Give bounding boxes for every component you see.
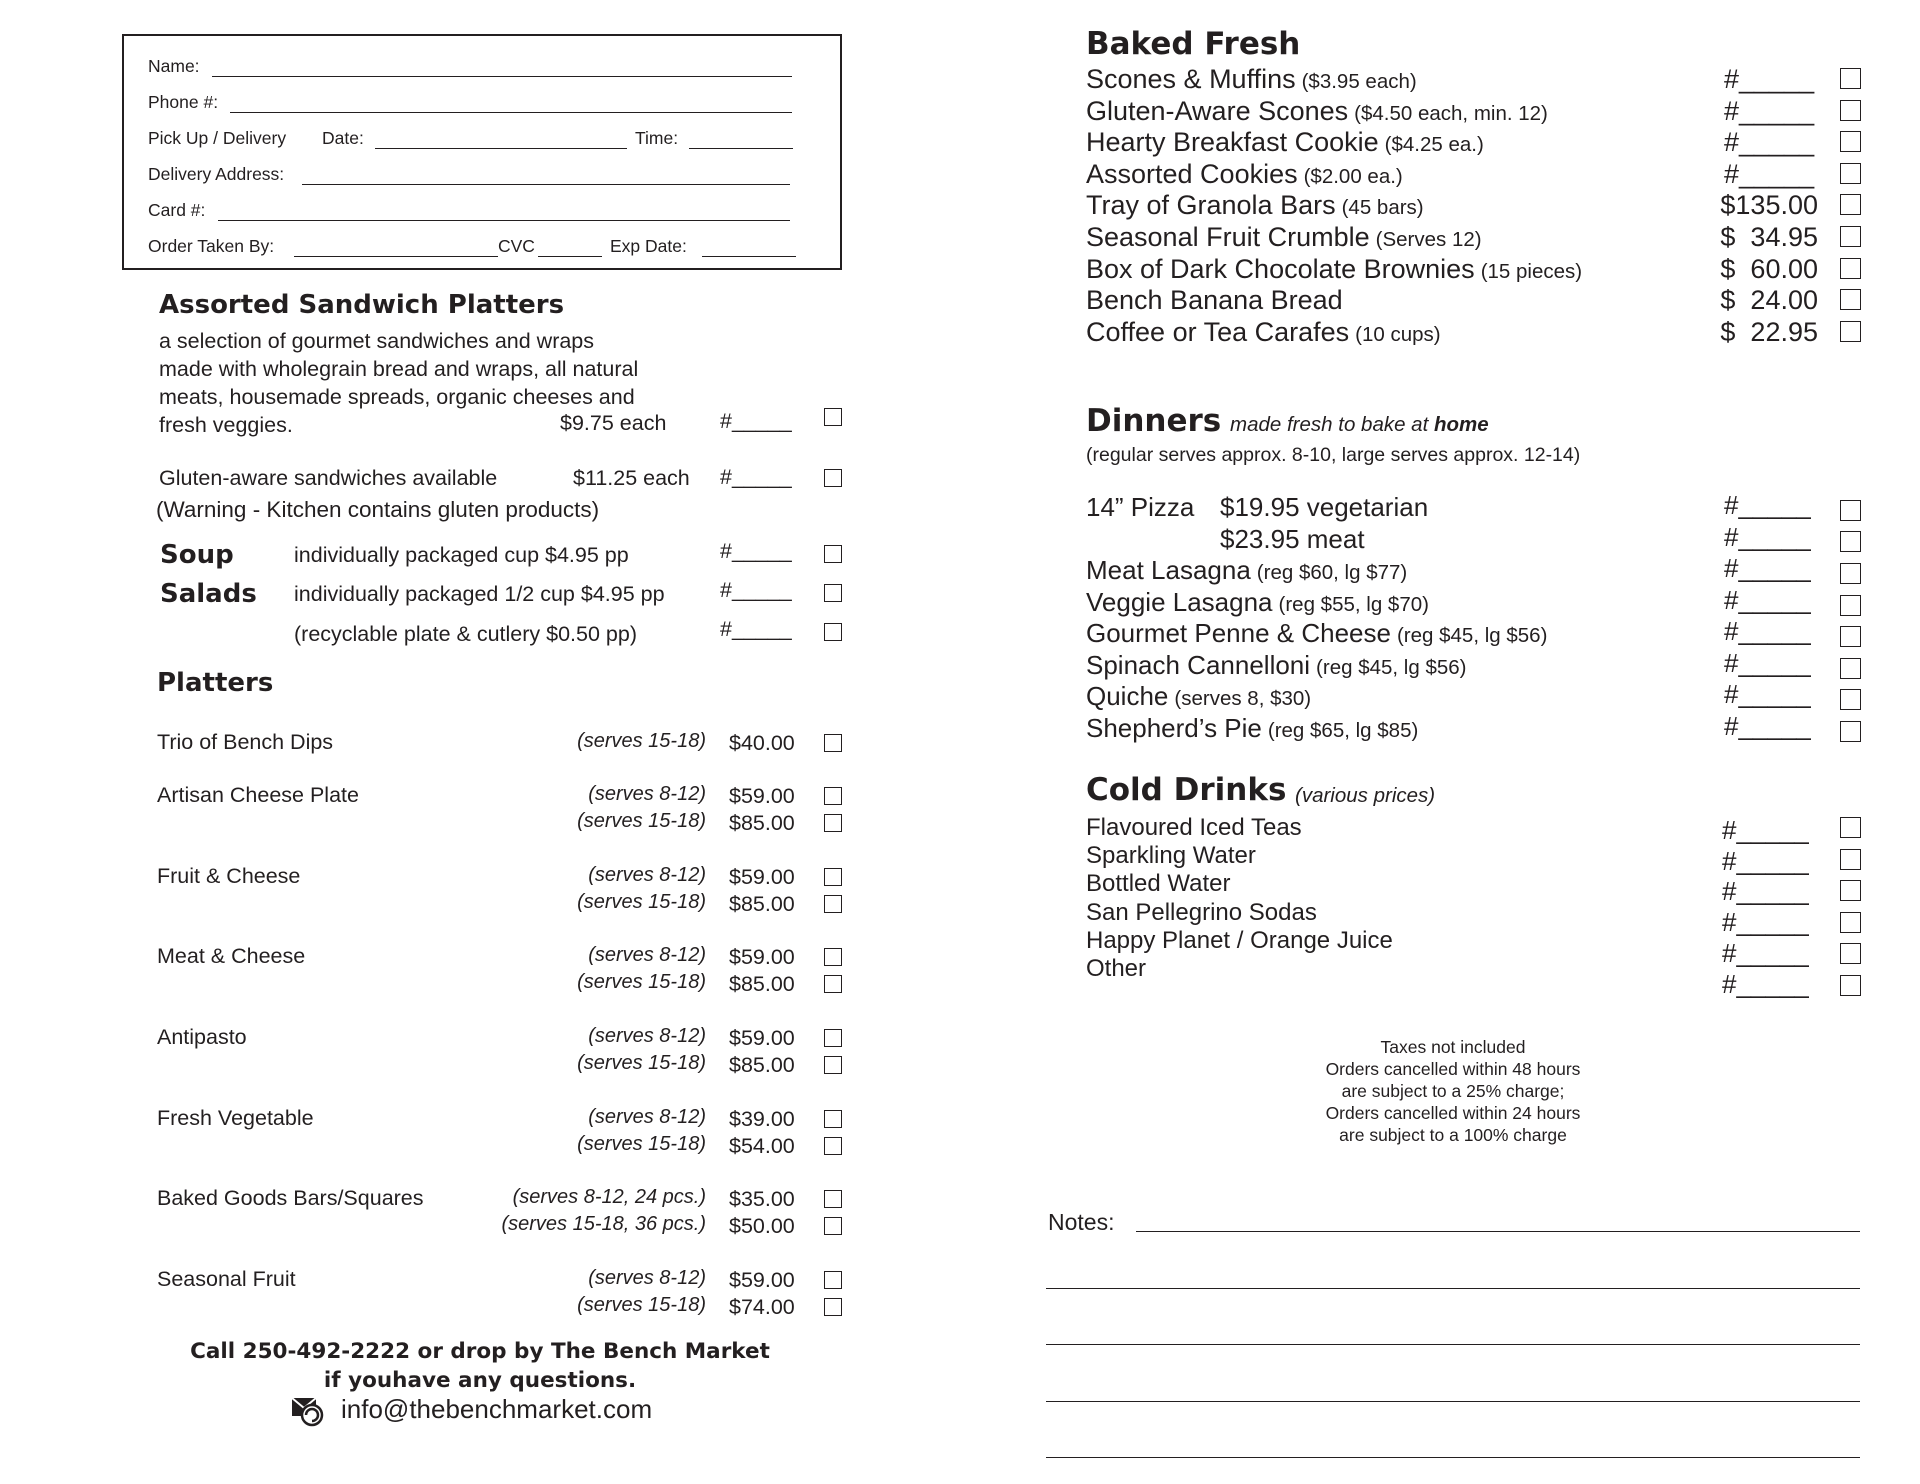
salads-qty[interactable]: #_____ [720,578,792,602]
platter-checkbox[interactable] [824,1271,842,1289]
platter-price: $59.00 [729,945,795,969]
gluten-aware-qty[interactable]: #_____ [720,465,792,489]
baked-item-qty[interactable]: #_____ [1724,95,1815,126]
name-field[interactable] [212,76,792,77]
platter-price: $59.00 [729,1268,795,1292]
platter-checkbox[interactable] [824,1029,842,1047]
platter-checkbox[interactable] [824,948,842,966]
drink-item: Happy Planet / Orange Juice [1086,926,1393,954]
baked-item-name: Assorted Cookies [1086,158,1298,189]
platter-name: Meat & Cheese [157,944,306,968]
platter-serves: (serves 15-18) [577,1052,706,1074]
contact-line-1: Call 250-492-2222 or drop by The Bench Market [190,1339,770,1364]
platter-name: Fresh Vegetable [157,1106,314,1130]
order-info-box [122,34,842,270]
soup-label: Soup [160,540,234,570]
dinner-item-note: (reg $45, lg $56) [1316,655,1467,679]
dinners-subtitle [1230,413,1489,437]
dinner-item-name: Quiche [1086,681,1169,712]
notes-label: Notes: [1048,1209,1115,1235]
drink-item: Bottled Water [1086,870,1231,898]
platter-serves: (serves 8-12) [588,1267,706,1289]
notes-line[interactable] [1046,1457,1860,1458]
time-field[interactable] [689,148,793,149]
baked-title: Baked Fresh [1086,26,1301,62]
sandwich-desc-line: meats, housemade spreads, organic cheeses and [159,385,635,409]
dinner-item [1086,587,1429,618]
cutlery-checkbox[interactable] [824,623,842,641]
baked-item-name: Hearty Breakfast Cookie [1086,127,1379,158]
platter-name: Seasonal Fruit [157,1267,296,1291]
contact-line-2: if youhave any questions. [323,1368,637,1393]
platter-price: $50.00 [729,1214,795,1238]
platter-serves: (serves 8-12) [588,783,706,805]
name-label: Name: [148,56,200,76]
drink-item-qty[interactable]: #_____ [1722,907,1809,938]
baked-item-checkbox[interactable] [1840,131,1861,152]
platter-price: $59.00 [729,865,795,889]
drink-item-checkbox[interactable] [1840,943,1861,964]
baked-item [1086,64,1417,95]
platter-checkbox[interactable] [824,734,842,752]
gluten-aware-label: Gluten-aware sandwiches available [159,466,498,490]
platter-price: $85.00 [729,892,795,916]
dinner-item-checkbox[interactable] [1840,626,1861,647]
pizza-label: 14” Pizza [1086,492,1195,522]
platter-serves: (serves 8-12, 24 pcs.) [512,1186,706,1208]
platter-serves: (serves 8-12) [588,1106,706,1128]
baked-item [1086,96,1548,127]
baked-item [1086,317,1441,348]
drink-item: Sparkling Water [1086,842,1256,870]
phone-field[interactable] [230,112,792,113]
exp-date-label: Exp Date: [610,236,687,256]
platter-price: $59.00 [729,1026,795,1050]
dinner-item-name: Spinach Cannelloni [1086,649,1311,680]
time-label: Time: [635,128,679,148]
baked-item-checkbox[interactable] [1840,68,1861,89]
platter-price: $85.00 [729,972,795,996]
baked-item-checkbox[interactable] [1840,226,1861,247]
dinner-item-qty[interactable]: #_____ [1724,584,1811,615]
soup-desc: individually packaged cup $4.95 pp [294,543,629,567]
dinner-item-checkbox[interactable] [1840,689,1861,710]
soup-qty[interactable]: #_____ [720,539,792,563]
pizza-veg: $19.95 vegetarian [1220,492,1429,522]
platter-name: Artisan Cheese Plate [157,783,359,807]
terms-line: Orders cancelled within 48 hours [1325,1059,1581,1079]
terms-line: Orders cancelled within 24 hours [1325,1103,1581,1123]
platter-serves: (serves 15-18) [577,891,706,913]
salads-desc: individually packaged 1/2 cup $4.95 pp [294,582,665,606]
phone-label: Phone #: [148,92,219,112]
pickup-delivery-label: Pick Up / Delivery [148,128,287,148]
platter-price: $54.00 [729,1134,795,1158]
baked-item-checkbox[interactable] [1840,194,1861,215]
delivery-address-field[interactable] [302,184,790,185]
dinner-item-qty[interactable]: #_____ [1724,711,1811,741]
platter-price: $74.00 [729,1295,795,1319]
baked-item-name: Coffee or Tea Carafes [1086,316,1350,347]
terms-line: Taxes not included [1380,1037,1526,1057]
platter-checkbox[interactable] [824,1217,842,1235]
dinner-item-checkbox[interactable] [1840,721,1861,742]
baked-item-qty[interactable]: #_____ [1724,64,1815,94]
dinner-item-note: (serves 8, $30) [1174,687,1312,711]
delivery-address-label: Delivery Address: [148,164,285,184]
platter-name: Baked Goods Bars/Squares [157,1186,424,1210]
platter-serves: (serves 15-18) [577,971,706,993]
baked-item-name: Bench Banana Bread [1086,285,1343,316]
platters-title: Platters [157,668,274,698]
gluten-warning: (Warning - Kitchen contains gluten products) [156,497,600,522]
sandwich-checkbox[interactable] [824,408,842,426]
sandwich-desc-line: made with wholegrain bread and wraps, all natural [159,357,639,381]
baked-item-name: Gluten-Aware Scones [1086,95,1349,126]
sandwich-desc-line: fresh veggies. [159,413,293,437]
dinners-subtitle-home: home [1434,413,1489,436]
baked-item-qty[interactable]: #_____ [1724,127,1815,158]
dinner-item [1086,713,1418,744]
dinner-item-checkbox[interactable] [1840,658,1861,679]
baked-item-checkbox[interactable] [1840,258,1861,279]
platter-checkbox[interactable] [824,1137,842,1155]
platter-price: $40.00 [729,731,795,755]
pizza-meat-qty[interactable]: #_____ [1724,522,1811,552]
platter-price: $39.00 [729,1107,795,1131]
baked-item-price: $ 60.00 [1720,253,1818,284]
dinner-item-note: (reg $45, lg $56) [1396,624,1548,648]
drink-item-qty[interactable]: #_____ [1722,845,1809,876]
pizza-meat: $23.95 meat [1220,524,1365,554]
sandwich-qty[interactable]: #_____ [720,409,792,433]
drink-item-checkbox[interactable] [1840,817,1861,838]
terms-block [1253,1036,1653,1146]
card-field[interactable] [218,220,790,221]
platter-checkbox[interactable] [824,1298,842,1316]
baked-item-checkbox[interactable] [1840,100,1861,121]
dinner-item-checkbox[interactable] [1840,563,1861,584]
cutlery-qty[interactable]: #_____ [720,617,792,641]
platter-serves: (serves 15-18) [577,810,706,832]
salads-label: Salads [160,579,257,609]
card-label: Card #: [148,200,206,220]
platter-price: $85.00 [729,1053,795,1077]
platter-checkbox[interactable] [824,895,842,913]
baked-item-price: $ 22.95 [1720,316,1818,347]
platter-name: Trio of Bench Dips [157,730,334,754]
notes-line[interactable] [1046,1288,1860,1289]
pizza-meat-checkbox[interactable] [1840,531,1861,552]
dinner-item-name: Gourmet Penne & Cheese [1086,618,1391,649]
baked-item-note: (45 bars) [1341,196,1424,220]
notes-line[interactable] [1046,1401,1860,1402]
dinners-title: Dinners [1086,403,1222,439]
pizza-veg-checkbox[interactable] [1840,500,1861,521]
platter-serves: (serves 8-12) [588,944,706,966]
drinks-title: Cold Drinks [1086,772,1287,808]
baked-item-name: Seasonal Fruit Crumble [1086,222,1370,252]
baked-item [1086,254,1582,285]
platter-name: Fruit & Cheese [157,864,301,888]
baked-item-note: (10 cups) [1355,322,1441,346]
platter-checkbox[interactable] [824,1110,842,1128]
baked-item-price: $ 24.00 [1720,285,1818,316]
drink-item-checkbox[interactable] [1840,912,1861,933]
pizza-veg-qty[interactable]: #_____ [1724,490,1811,520]
platter-checkbox[interactable] [824,975,842,993]
date-field[interactable] [375,148,627,149]
dinner-item-name: Meat Lasagna [1086,555,1251,585]
platter-serves: (serves 15-18) [577,1294,706,1316]
gluten-aware-checkbox[interactable] [824,469,842,487]
platter-serves: (serves 8-12) [588,1025,706,1047]
cvc-label: CVC [498,236,535,256]
dinner-item-qty[interactable]: #_____ [1724,553,1811,583]
terms-line: are subject to a 100% charge [1339,1125,1567,1145]
platter-serves: (serves 15-18) [577,1133,706,1155]
dinner-item-note: (reg $65, lg $85) [1267,719,1419,742]
baked-item-name: Box of Dark Chocolate Brownies [1086,253,1475,284]
date-label: Date: [322,128,364,148]
salads-checkbox[interactable] [824,584,842,602]
baked-item-note: ($4.50 each, min. 12) [1354,101,1548,125]
platter-checkbox[interactable] [824,1056,842,1074]
envelope-icon [290,1394,324,1428]
baked-item [1086,127,1484,158]
platter-price: $85.00 [729,811,795,835]
baked-item [1086,190,1424,221]
drink-item: Flavoured Iced Teas [1086,814,1302,841]
drink-item-qty[interactable]: #_____ [1722,876,1809,907]
baked-item-price: $ 34.95 [1720,222,1818,252]
notes-line[interactable] [1136,1231,1860,1232]
platter-checkbox[interactable] [824,814,842,832]
sandwich-title: Assorted Sandwich Platters [159,290,565,320]
dinner-item-qty[interactable]: #_____ [1724,679,1811,710]
dinners-subtitle-text: made fresh to bake at [1230,413,1429,436]
dinner-item-qty[interactable]: #_____ [1724,647,1811,678]
sandwich-desc-line: a selection of gourmet sandwiches and wraps [159,329,595,353]
drink-item-qty[interactable]: #_____ [1722,968,1809,999]
order-taken-by-field[interactable] [294,256,498,257]
platter-checkbox[interactable] [824,1190,842,1208]
dinners-serves: (regular serves approx. 8-10, large serves approx. 12-14) [1086,444,1581,466]
baked-item-name: Scones & Muffins [1086,64,1296,94]
platter-checkbox[interactable] [824,787,842,805]
baked-item-note: ($2.00 ea.) [1303,164,1403,188]
baked-item-price: $135.00 [1720,190,1818,221]
baked-item-checkbox[interactable] [1840,163,1861,184]
platter-price: $35.00 [729,1187,795,1211]
platter-serves: (serves 15-18) [577,730,706,752]
drink-item-checkbox[interactable] [1840,975,1861,996]
baked-item-note: (Serves 12) [1375,228,1482,251]
baked-item [1086,159,1403,190]
gluten-aware-price: $11.25 each [573,466,690,490]
dinner-item-note: (reg $55, lg $70) [1278,592,1429,616]
baked-item [1086,222,1482,253]
drink-item-qty[interactable]: #_____ [1722,815,1809,845]
baked-item-note: ($3.95 each) [1301,70,1417,93]
platter-price: $59.00 [729,784,795,808]
drink-item: San Pellegrino Sodas [1086,898,1317,926]
platter-checkbox[interactable] [824,868,842,886]
terms-line: are subject to a 25% charge; [1341,1081,1565,1101]
dinner-item-name: Shepherd’s Pie [1086,713,1262,743]
platter-serves: (serves 8-12) [588,864,706,886]
dinner-item-name: Veggie Lasagna [1086,586,1273,617]
drinks-subtitle: (various prices) [1295,784,1436,807]
dinner-item [1086,555,1407,586]
dinner-item [1086,650,1466,681]
sandwich-price: $9.75 each [560,411,667,435]
baked-item [1086,285,1343,316]
dinner-item-note: (reg $60, lg $77) [1256,561,1408,584]
platter-name: Antipasto [157,1025,247,1049]
soup-checkbox[interactable] [824,545,842,563]
notes-line[interactable] [1046,1344,1860,1345]
drink-item-qty[interactable]: #_____ [1722,937,1809,968]
baked-item-checkbox[interactable] [1840,321,1861,342]
drink-item-checkbox[interactable] [1840,880,1861,901]
dinner-item [1086,618,1547,649]
dinner-item-qty[interactable]: #_____ [1724,616,1811,647]
platter-serves: (serves 15-18, 36 pcs.) [501,1213,706,1235]
drink-item: Other [1086,955,1147,982]
order-taken-by-label: Order Taken By: [148,236,275,256]
baked-item-note: ($4.25 ea.) [1384,133,1484,157]
baked-item-qty[interactable]: #_____ [1724,158,1815,189]
cutlery-desc: (recyclable plate & cutlery $0.50 pp) [294,622,637,646]
baked-item-note: (15 pieces) [1480,259,1583,283]
drink-item-checkbox[interactable] [1840,849,1861,870]
baked-item-checkbox[interactable] [1840,289,1861,310]
cvc-field[interactable] [538,256,602,257]
baked-item-name: Tray of Granola Bars [1086,190,1336,221]
email-link[interactable]: info@thebenchmarket.com [341,1394,653,1424]
exp-date-field[interactable] [702,256,796,257]
dinner-item [1086,681,1311,712]
dinner-item-checkbox[interactable] [1840,595,1861,616]
